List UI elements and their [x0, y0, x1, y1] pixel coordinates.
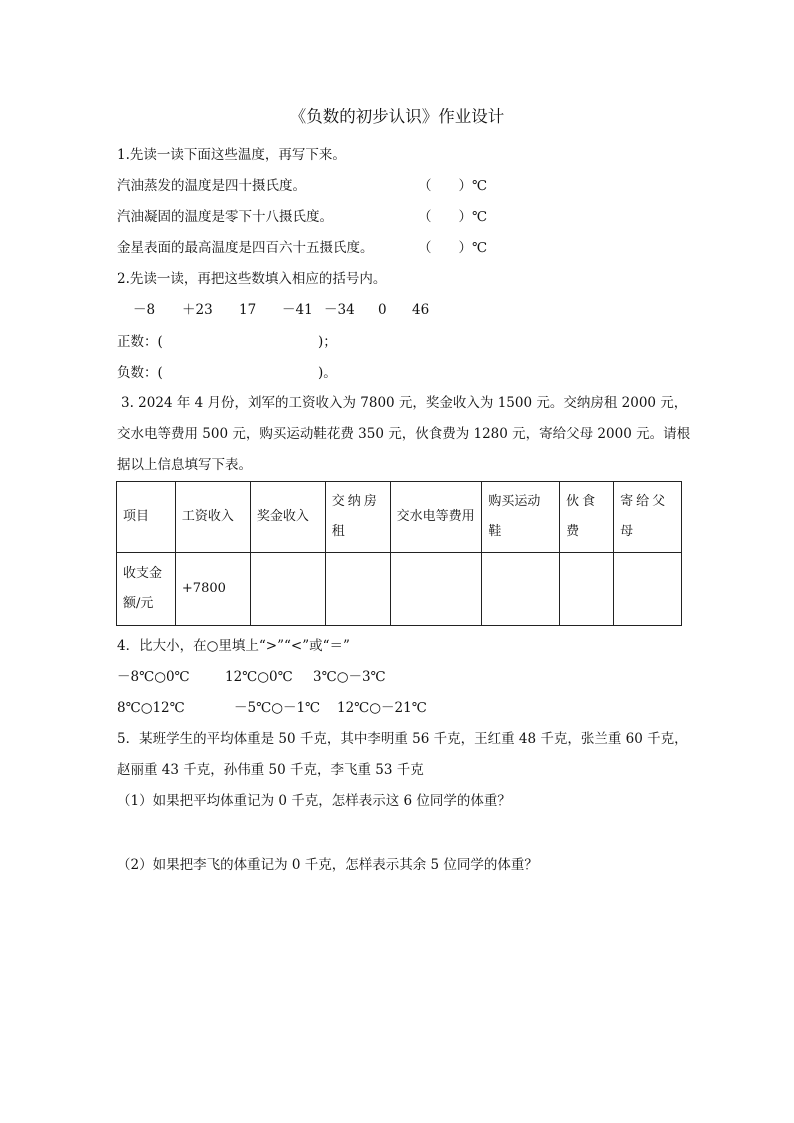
q2-prompt: 2.先读一读，再把这些数填入相应的括号内。	[117, 271, 387, 287]
q4-compare-item[interactable]: 3℃○－3℃	[313, 669, 386, 685]
q1-item-2-text: 汽油凝固的温度是零下十八摄氏度。	[117, 209, 333, 225]
q2-negative-label: 负数：(	[117, 365, 163, 381]
q5-line-1: 5．某班学生的平均体重是 50 千克，其中李明重 56 千克，王红重 48 千克，张兰重 60 千克，	[117, 731, 688, 747]
q4-compare-item[interactable]: 12℃○0℃	[225, 669, 293, 685]
table-cell[interactable]	[614, 553, 682, 626]
q2-number: －34	[324, 302, 355, 318]
q2-number: －8	[133, 302, 156, 318]
table-header-cell: 伙食费	[560, 482, 614, 553]
income-expense-table	[116, 481, 682, 626]
q4-compare-item[interactable]: 8℃○12℃	[117, 700, 185, 716]
table-cell[interactable]	[560, 553, 614, 626]
table-header-cell: 交纳房租	[325, 482, 390, 553]
q5-sub-question-1: （1）如果把平均体重记为 0 千克，怎样表示这 6 位同学的体重？	[117, 793, 511, 809]
q2-number: 46	[412, 302, 430, 318]
table-row	[117, 553, 682, 626]
q1-item-1-text: 汽油蒸发的温度是四十摄氏度。	[117, 178, 306, 194]
table-cell[interactable]	[250, 553, 325, 626]
table-header-cell: 项目	[117, 482, 176, 553]
q2-negative-end: )。	[318, 365, 337, 381]
table-cell[interactable]	[390, 553, 482, 626]
q3-line-3: 据以上信息填写下表。	[117, 457, 252, 473]
table-header-cell: 奖金收入	[250, 482, 325, 553]
q4-compare-item[interactable]: 12℃○－21℃	[337, 700, 427, 716]
page-title: 《负数的初步认识》作业设计	[289, 107, 505, 126]
q2-number: 17	[239, 302, 257, 318]
table-cell[interactable]	[482, 553, 560, 626]
q2-number: 0	[378, 302, 387, 318]
table-header-cell: 寄给父母	[614, 482, 682, 553]
q2-positive-label: 正数：(	[117, 334, 163, 350]
q2-number: ＋23	[182, 302, 213, 318]
q4-prompt: 4．比大小，在○里填上“>”“<”或“＝”	[117, 638, 350, 654]
table-row-label: 收支金额/元	[117, 553, 176, 626]
q4-compare-item[interactable]: －8℃○0℃	[117, 669, 190, 685]
q5-sub-question-2: （2）如果把李飞的体重记为 0 千克，怎样表示其余 5 位同学的体重？	[117, 857, 538, 873]
q1-item-3-blank[interactable]: （ ）℃	[418, 240, 488, 256]
q3-line-1: 3. 2024 年 4 月份，刘军的工资收入为 7800 元，奖金收入为 1500 元。交纳房租 2000 元，	[121, 395, 688, 411]
table-header-cell: 购买运动鞋	[482, 482, 560, 553]
table-cell[interactable]	[325, 553, 390, 626]
table-header-cell: 工资收入	[175, 482, 250, 553]
table-cell[interactable]: +7800	[175, 553, 250, 626]
q4-compare-item[interactable]: －5℃○－1℃	[234, 700, 321, 716]
q1-item-2-blank[interactable]: （ ）℃	[418, 209, 488, 225]
q2-number: －41	[282, 302, 313, 318]
q1-item-1-blank[interactable]: （ ）℃	[418, 178, 488, 194]
q1-item-3-text: 金星表面的最高温度是四百六十五摄氏度。	[117, 240, 374, 256]
q1-prompt: 1.先读一读下面这些温度，再写下来。	[117, 147, 346, 163]
q5-line-2: 赵丽重 43 千克，孙伟重 50 千克，李飞重 53 千克	[117, 762, 424, 778]
table-header-cell: 交水电等费用	[390, 482, 482, 553]
table-header-row	[117, 482, 682, 553]
q2-positive-end: )；	[318, 334, 337, 350]
q3-line-2: 交水电等费用 500 元，购买运动鞋花费 350 元，伙食费为 1280 元，寄给父母 2000 元。请根	[117, 426, 691, 442]
